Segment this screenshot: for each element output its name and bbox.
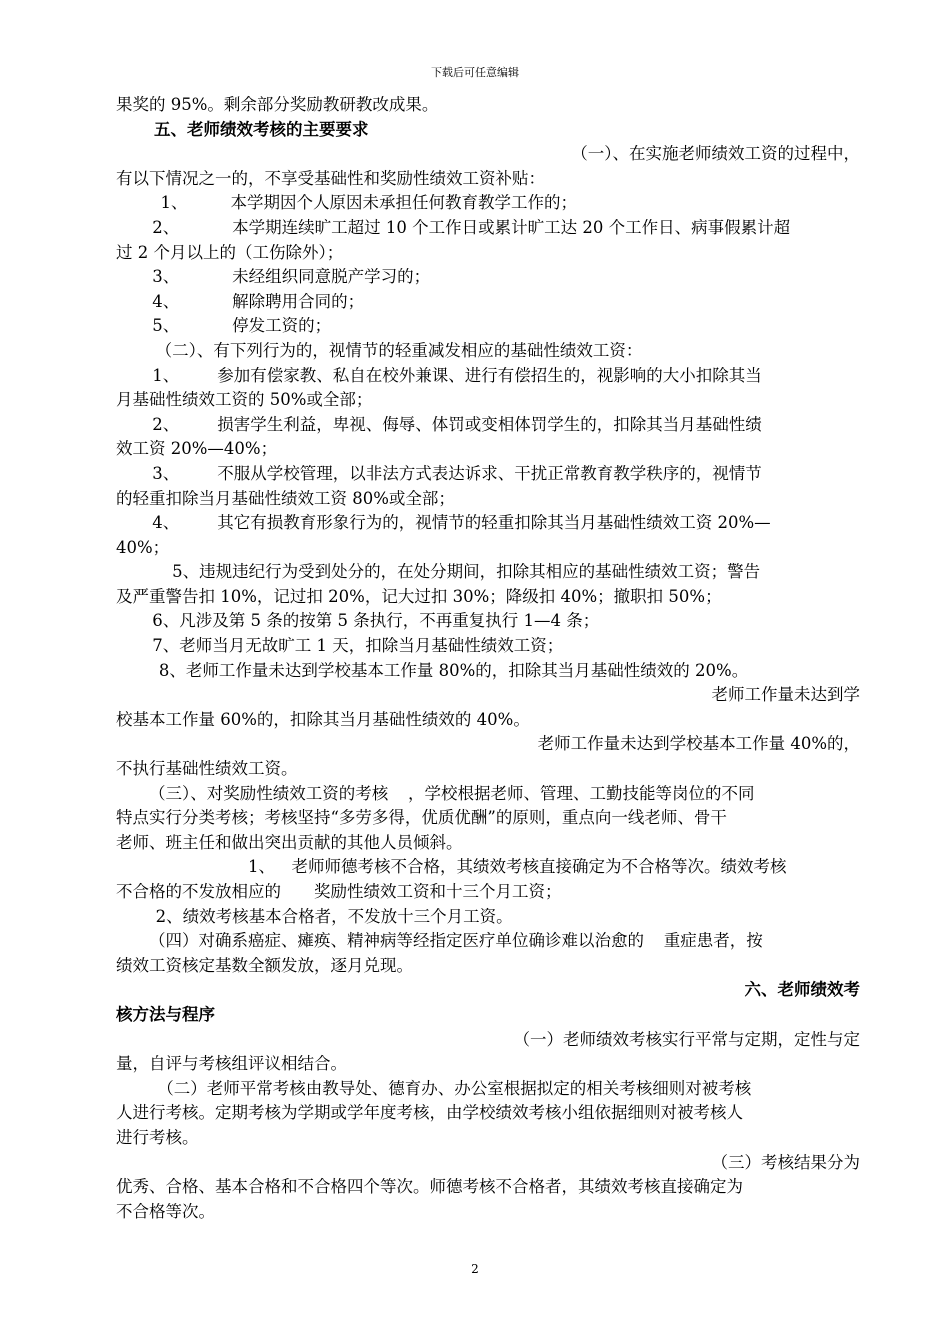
page-header: 下载后可任意编辑 — [431, 66, 519, 79]
list-item: 2、 损害学生利益，卑视、侮辱、体罚或变相体罚学生的，扣除其当月基础性绩 — [152, 414, 762, 434]
list-item: 1、 老师师德考核不合格，其绩效考核直接确定为不合格等次。绩效考核 — [248, 857, 787, 877]
text-line: 老师工作量未达到学校基本工作量 40%的， — [537, 734, 860, 754]
text-line: 进行考核。 — [116, 1127, 199, 1147]
list-item: 1、 参加有偿家教、私自在校外兼课、进行有偿招生的，视影响的大小扣除其当 — [152, 365, 762, 385]
section-heading-6: 六、老师绩效考 — [744, 980, 860, 1000]
text-line: 特点实行分类考核；考核坚持“多劳多得，优质优酬”的原则，重点向一线老师、骨干 — [116, 808, 727, 828]
page-number: 2 — [471, 1262, 479, 1276]
text-line: （二）、有下列行为的，视情节的轻重减发相应的基础性绩效工资： — [155, 340, 643, 360]
list-item: 1、 本学期因个人原因未承担任何教育教学工作的； — [160, 193, 577, 213]
text-line: 果奖的 95%。剩余部分奖励教研教改成果。 — [116, 95, 439, 114]
list-item: 7、老师当月无故旷工 1 天，扣除当月基础性绩效工资； — [152, 636, 564, 656]
list-item: 2、 本学期连续旷工超过 10 个工作日或累计旷工达 20 个工作日、病事假累计超 — [152, 217, 791, 237]
text-line: 有以下情况之一的，不享受基础性和奖励性绩效工资补贴： — [116, 168, 545, 188]
text-line: 40%； — [116, 537, 170, 557]
section-heading-5: 五、老师绩效考核的主要要求 — [153, 119, 369, 139]
section-heading-6-cont: 核方法与程序 — [116, 1004, 215, 1024]
document-body — [116, 93, 860, 1224]
text-line: （一）、在实施老师绩效工资的过程中， — [571, 144, 860, 164]
text-line: 量，自评与考核组评议相结合。 — [116, 1054, 347, 1074]
text-line: （一）老师绩效考核实行平常与定期，定性与定 — [513, 1029, 860, 1049]
list-item: 3、 未经组织同意脱产学习的； — [152, 267, 431, 287]
text-line: （四）对确系癌症、瘫痪、精神病等经指定医疗单位确诊难以治愈的 重症患者，按 — [149, 931, 763, 951]
text-line: 老师工作量未达到学 — [711, 685, 860, 705]
text-line: 优秀、合格、基本合格和不合格四个等次。师德考核不合格者，其绩效考核直接确定为 — [116, 1177, 743, 1197]
text-line: 不合格等次。 — [116, 1201, 215, 1221]
text-line: 校基本工作量 60%的，扣除其当月基础性绩效的 40%。 — [116, 709, 530, 729]
text-line: 及严重警告扣 10%，记过扣 20%，记大过扣 30%；降级扣 40%；撤职扣 50%； — [116, 586, 722, 606]
list-item: 6、凡涉及第 5 条的按第 5 条执行，不再重复执行 1—4 条； — [152, 611, 600, 631]
text-line: 过 2 个月以上的（工伤除外）； — [116, 242, 344, 262]
text-line: 绩效工资核定基数全额发放，逐月兑现。 — [116, 955, 413, 975]
text-line: 不合格的不发放相应的 奖励性绩效工资和十三个月工资； — [116, 882, 562, 901]
text-line: 效工资 20%—40%； — [116, 439, 278, 459]
text-line: 人进行考核。定期考核为学期或学年度考核，由学校绩效考核小组依据细则对被考核人 — [116, 1103, 743, 1123]
list-item: 4、 解除聘用合同的； — [152, 291, 365, 311]
text-line: （三）考核结果分为 — [711, 1152, 860, 1172]
list-item: 5、违规违纪行为受到处分的，在处分期间，扣除其相应的基础性绩效工资；警告 — [172, 562, 761, 582]
text-line: 的轻重扣除当月基础性绩效工资 80%或全部； — [116, 488, 455, 508]
list-item: 5、 停发工资的； — [152, 316, 332, 336]
list-item: 4、 其它有损教育形象行为的，视情节的轻重扣除其当月基础性绩效工资 20%— — [152, 513, 771, 533]
text-line: （三）、对奖励性绩效工资的考核 ，学校根据老师、管理、工勤技能等岗位的不同 — [149, 783, 755, 803]
list-item: 2、绩效考核基本合格者，不发放十三个月工资。 — [155, 906, 513, 926]
list-item: 3、 不服从学校管理，以非法方式表达诉求、干扰正常教育教学秩序的，视情节 — [152, 463, 762, 483]
text-line: （二）老师平常考核由教导处、德育办、办公室根据拟定的相关考核细则对被考核 — [157, 1078, 752, 1098]
text-line: 老师、班主任和做出突出贡献的其他人员倾斜。 — [116, 832, 463, 852]
text-line: 不执行基础性绩效工资。 — [116, 759, 298, 779]
text-line: 月基础性绩效工资的 50%或全部； — [116, 390, 373, 410]
list-item: 8、老师工作量未达到学校基本工作量 80%的，扣除其当月基础性绩效的 20%。 — [158, 660, 749, 680]
